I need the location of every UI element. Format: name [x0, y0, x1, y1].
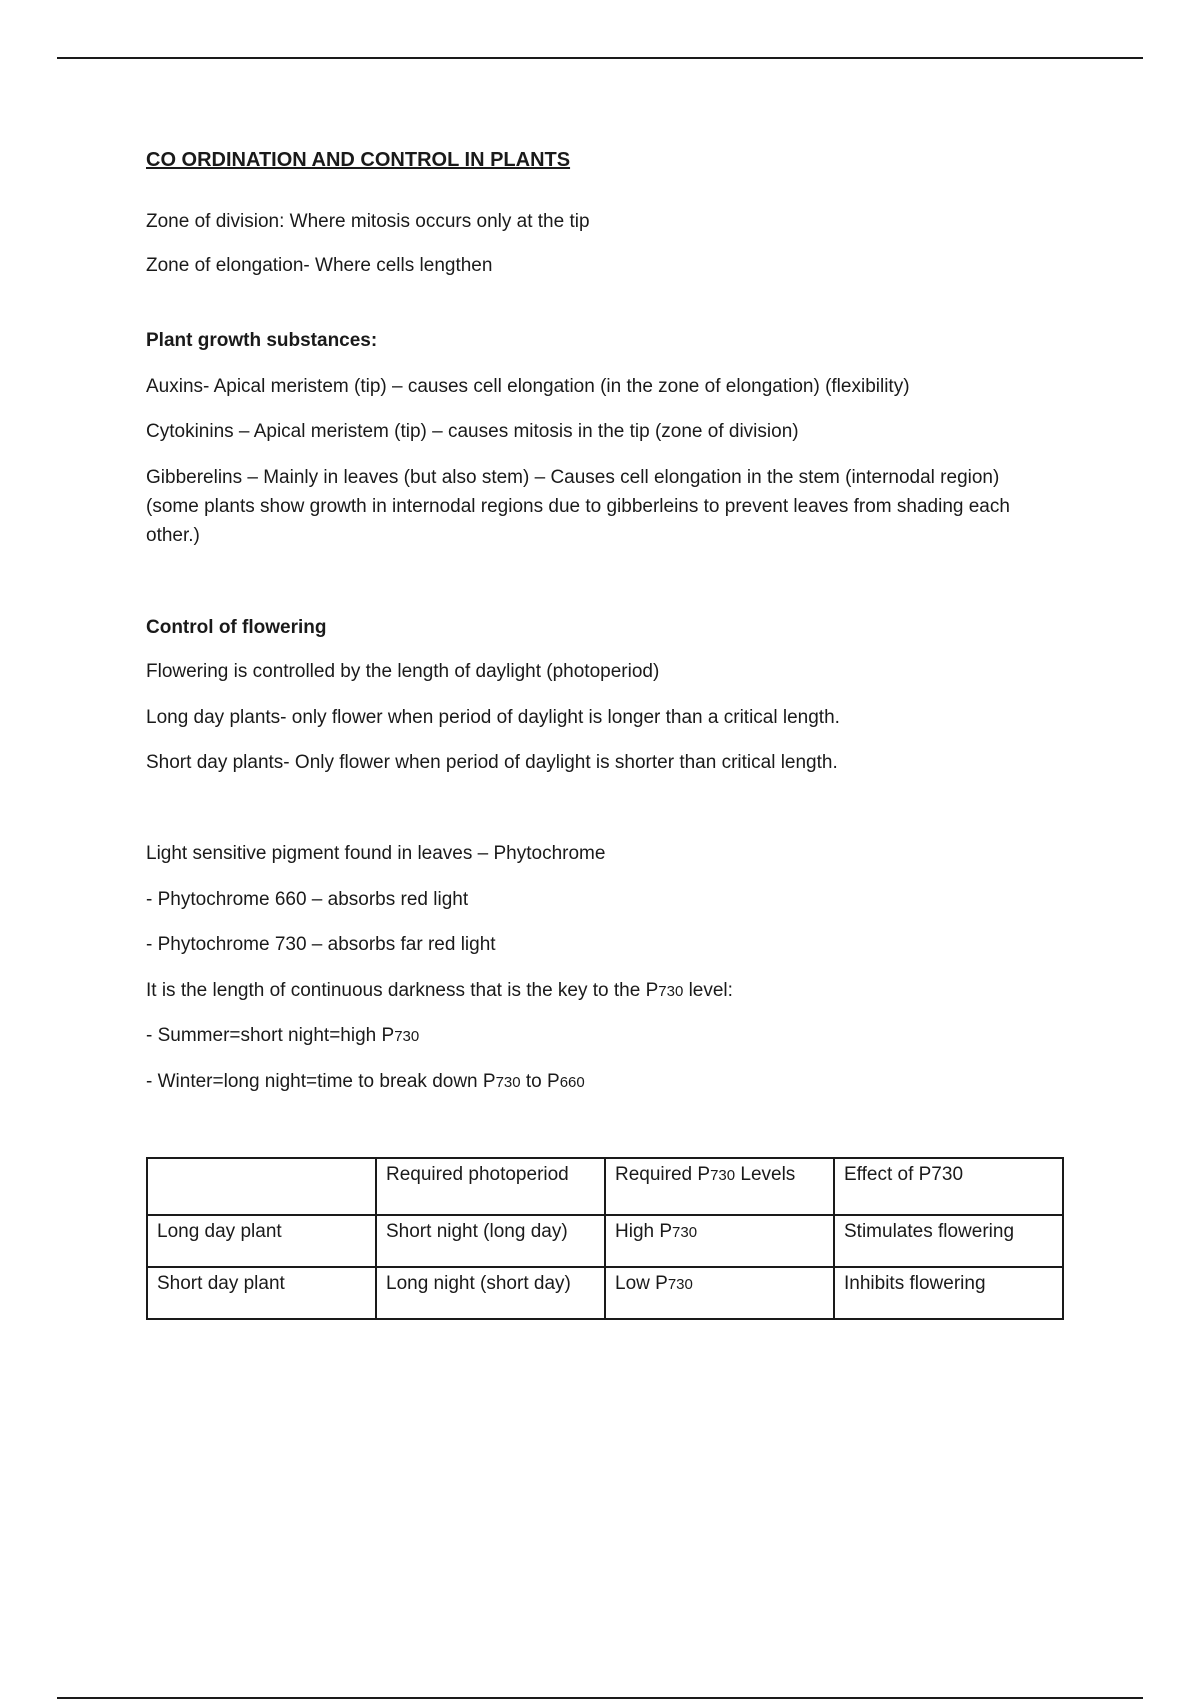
table-header-row	[147, 1158, 1063, 1215]
growth-substances-heading: Plant growth substances:	[146, 330, 378, 351]
level-subscript: 730	[672, 1224, 698, 1241]
winter-subscript-2: 660	[559, 1074, 585, 1091]
zone-of-elongation-text: Zone of elongation- Where cells lengthen	[146, 255, 493, 276]
level-prefix: Low P	[615, 1273, 668, 1294]
summer-p: P	[381, 1025, 395, 1046]
cell-plant: Short day plant	[147, 1267, 376, 1319]
cell-effect: Inhibits flowering	[834, 1267, 1063, 1319]
zone-of-division-text: Zone of division: Where mitosis occurs only at the tip	[146, 211, 590, 232]
footer-rule	[57, 1697, 1143, 1699]
darkness-key-suffix: level:	[683, 980, 733, 1001]
winter-text	[146, 1067, 585, 1097]
winter-subscript-1: 730	[495, 1074, 521, 1091]
winter-prefix: - Winter=long night=time to break down	[146, 1071, 483, 1092]
photoperiod-table	[146, 1157, 1064, 1320]
cell-level	[605, 1267, 834, 1319]
header-cell-effect: Effect of P730	[834, 1158, 1063, 1215]
flowering-heading: Control of flowering	[146, 617, 327, 638]
header-cell-p730-levels	[605, 1158, 834, 1215]
pigment-intro-text: Light sensitive pigment found in leaves – Phytochrome	[146, 843, 606, 864]
level-prefix: High P	[615, 1221, 673, 1242]
long-day-text: Long day plants- only flower when period of daylight is longer than a critical length.	[146, 707, 840, 728]
page-title: CO ORDINATION AND CONTROL IN PLANTS	[146, 149, 571, 171]
darkness-key-text	[146, 976, 733, 1006]
phytochrome-730-text: - Phytochrome 730 – absorbs far red light	[146, 934, 496, 955]
short-day-text: Short day plants- Only flower when period of daylight is shorter than critical length.	[146, 752, 838, 773]
header-cell-photoperiod: Required photoperiod	[376, 1158, 605, 1215]
cell-level	[605, 1215, 834, 1267]
auxins-text: Auxins- Apical meristem (tip) – causes cell elongation (in the zone of elongation) (flexibility)	[146, 376, 910, 397]
summer-prefix: - Summer=short night=high	[146, 1025, 382, 1046]
level-subscript: 730	[667, 1276, 693, 1293]
cell-photoperiod: Long night (short day)	[376, 1267, 605, 1319]
gibberelins-text: Gibberelins – Mainly in leaves (but also stem) – Causes cell elongation in the stem (internodal region) (some plants show growth in internodal regions due to gibberleins to prevent leaves from shading each other.)	[146, 467, 1010, 546]
winter-mid: to	[520, 1071, 548, 1092]
darkness-key-prefix: It is the length of continuous darkness that is the key to the	[146, 980, 646, 1001]
winter-p1: P	[482, 1071, 496, 1092]
flowering-intro-text: Flowering is controlled by the length of daylight (photoperiod)	[146, 661, 660, 682]
header-rule	[57, 57, 1143, 59]
cell-effect: Stimulates flowering	[834, 1215, 1063, 1267]
winter-p2: P	[547, 1071, 560, 1092]
cell-plant: Long day plant	[147, 1215, 376, 1267]
phytochrome-660-text: - Phytochrome 660 – absorbs red light	[146, 889, 469, 910]
header-cell-empty	[147, 1158, 376, 1215]
header-p730-prefix: Required P	[615, 1164, 711, 1185]
table-row	[147, 1267, 1063, 1319]
table-row	[147, 1215, 1063, 1267]
header-p730-subscript: 730	[710, 1167, 736, 1184]
cell-photoperiod: Short night (long day)	[376, 1215, 605, 1267]
darkness-key-subscript: 730	[658, 983, 684, 1000]
summer-text	[146, 1021, 419, 1051]
summer-subscript: 730	[394, 1028, 420, 1045]
header-p730-suffix: Levels	[735, 1164, 796, 1185]
darkness-key-p: P	[645, 980, 659, 1001]
cytokinins-text: Cytokinins – Apical meristem (tip) – causes mitosis in the tip (zone of division)	[146, 421, 799, 442]
